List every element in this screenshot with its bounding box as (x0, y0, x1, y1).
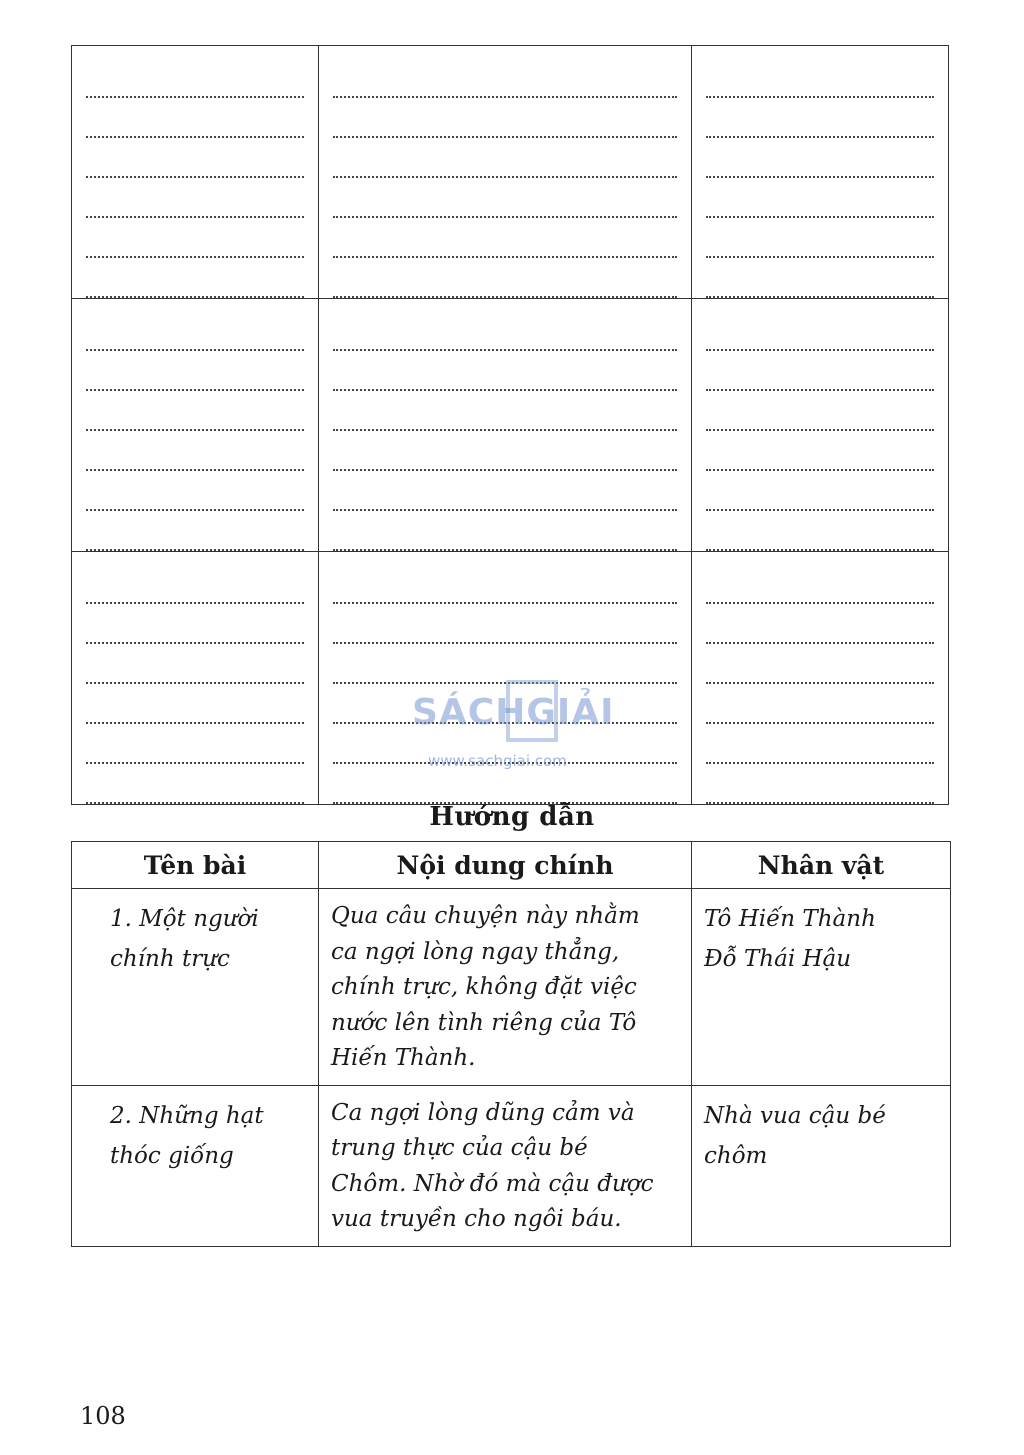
blank-cell[interactable] (319, 552, 692, 805)
blank-exercise-table (71, 45, 949, 805)
watermark-brand: SÁCHGIẢI (412, 692, 615, 733)
character-line: chôm (704, 1142, 768, 1169)
content-line: chính trực, không đặt việc (331, 974, 637, 1000)
content-line: Qua câu chuyện này nhằm (331, 903, 640, 929)
content-line: vua truyền cho ngôi báu. (331, 1206, 622, 1232)
content-line: Chôm. Nhờ đó mà cậu được (331, 1170, 654, 1197)
lesson-content (319, 1085, 692, 1246)
header-characters: Nhân vật (692, 842, 951, 889)
lesson-title (72, 889, 319, 1086)
page-number: 108 (80, 1402, 126, 1430)
content-line: ca ngợi lòng ngay thẳng, (331, 938, 620, 965)
table-row (72, 889, 951, 1086)
blank-cell[interactable] (72, 552, 319, 805)
character-line: Nhà vua cậu bé (704, 1102, 886, 1129)
lesson-title-line: 2. Những hạt (110, 1102, 264, 1129)
lesson-title (72, 1085, 319, 1246)
header-title: Tên bài (72, 842, 319, 889)
content-line: trung thực của cậu bé (331, 1135, 588, 1161)
lesson-title-line: chính trực (110, 946, 230, 972)
blank-cell[interactable] (692, 299, 949, 552)
character-line: Tô Hiến Thành (704, 906, 876, 932)
guide-table (71, 841, 951, 1247)
content-line: nước lên tình riêng của Tô (331, 1009, 637, 1036)
blank-row (72, 299, 949, 552)
table-row (72, 1085, 951, 1246)
blank-cell[interactable] (319, 299, 692, 552)
content-line: Hiến Thành. (331, 1045, 476, 1071)
guide-header-row (72, 842, 951, 889)
lesson-characters (692, 1085, 951, 1246)
lesson-content (319, 889, 692, 1086)
blank-cell[interactable] (72, 299, 319, 552)
watermark-url: www.sachgiai.com (428, 752, 567, 770)
header-content: Nội dung chính (319, 842, 692, 889)
section-heading: Hướng dẫn (429, 802, 595, 832)
lesson-title-line: thóc giống (110, 1142, 234, 1169)
character-line: Đỗ Thái Hậu (704, 946, 852, 972)
blank-cell[interactable] (692, 46, 949, 299)
blank-cell[interactable] (72, 46, 319, 299)
blank-row (72, 552, 949, 805)
blank-row (72, 46, 949, 299)
blank-cell[interactable] (319, 46, 692, 299)
lesson-title-line: 1. Một người (110, 906, 259, 932)
lesson-characters (692, 889, 951, 1086)
blank-cell[interactable] (692, 552, 949, 805)
content-line: Ca ngợi lòng dũng cảm và (331, 1099, 635, 1126)
